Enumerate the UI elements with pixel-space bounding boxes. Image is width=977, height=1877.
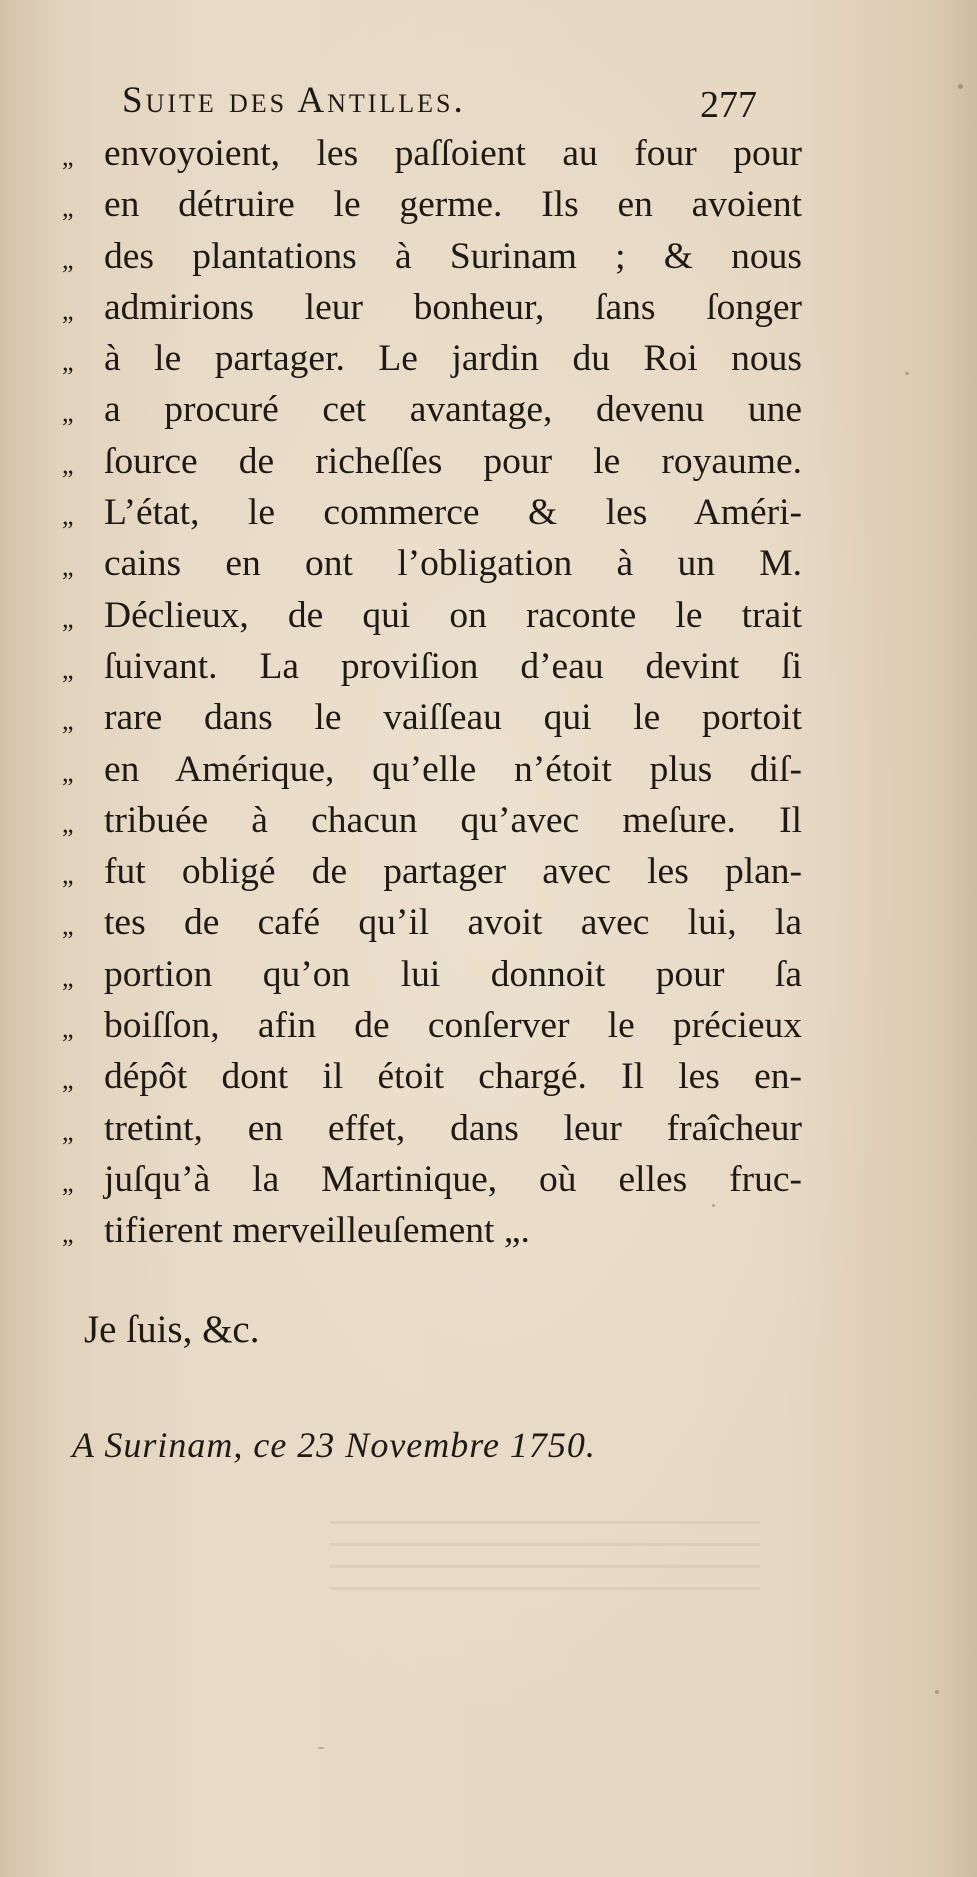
text-line — [62, 436, 802, 487]
quotation-mark: „ — [62, 501, 74, 531]
paper-speck — [935, 1690, 939, 1694]
line-text: tifierent merveilleuſement „. — [104, 1210, 530, 1252]
text-line — [62, 384, 802, 435]
bleed-through-text — [330, 1520, 760, 1590]
quotation-mark: „ — [62, 449, 74, 479]
running-title: Suite des Antilles. — [122, 80, 466, 121]
quotation-mark: „ — [62, 1116, 74, 1146]
paper-speck — [905, 372, 909, 375]
text-line — [62, 333, 802, 384]
quotation-mark: „ — [62, 142, 74, 171]
quotation-mark: „ — [62, 1065, 74, 1095]
line-text: tes de café qu’il avoit avec lui, la — [104, 902, 802, 944]
quotation-mark: „ — [62, 757, 74, 787]
line-text: ſource de richeſſes pour le royaume. — [104, 440, 802, 482]
text-line — [62, 128, 802, 179]
page-number: 277 — [700, 84, 757, 126]
line-text: en Amérique, qu’elle n’étoit plus diſ- — [104, 748, 802, 790]
line-text: boiſſon, afin de conſerver le précieux — [104, 1005, 802, 1047]
line-text: dépôt dont il étoit chargé. Il les en- — [104, 1056, 802, 1098]
text-line — [62, 1051, 802, 1102]
paper-speck — [318, 1747, 324, 1749]
text-line — [62, 641, 802, 692]
text-line — [62, 1000, 802, 1051]
line-text: L’état, le commerce & les Améri- — [104, 492, 802, 534]
quoted-passage — [62, 128, 802, 1257]
line-text: tretint, en effet, dans leur fraîcheur — [104, 1107, 802, 1149]
text-line — [62, 179, 802, 230]
line-text: portion qu’on lui donnoit pour ſa — [104, 953, 802, 995]
text-line — [62, 231, 802, 282]
text-line — [62, 897, 802, 948]
quotation-mark: „ — [62, 808, 74, 838]
line-text: fut obligé de partager avec les plan- — [104, 851, 802, 893]
quotation-mark: „ — [62, 706, 74, 736]
quotation-mark: „ — [62, 962, 74, 992]
text-line — [62, 1103, 802, 1154]
text-line — [62, 744, 802, 795]
line-text: admirions leur bonheur, ſans ſonger — [104, 286, 802, 328]
dateline: A Surinam, ce 23 Novembre 1750. — [72, 1425, 596, 1465]
text-line — [62, 590, 802, 641]
quotation-mark: „ — [62, 603, 74, 633]
line-text: à le partager. Le jardin du Roi nous — [104, 338, 802, 380]
paper-speck — [958, 84, 963, 89]
line-text: juſqu’à la Martinique, où elles fruc- — [104, 1158, 802, 1200]
text-line — [62, 1205, 802, 1256]
line-text: en détruire le germe. Ils en avoient — [104, 184, 802, 226]
text-line — [62, 487, 802, 538]
quotation-mark: „ — [62, 1167, 74, 1197]
line-text: rare dans le vaiſſeau qui le portoit — [104, 697, 802, 739]
quotation-mark: „ — [62, 398, 74, 428]
quotation-mark: „ — [62, 1219, 74, 1249]
quotation-mark: „ — [62, 552, 74, 582]
text-line — [62, 538, 802, 589]
line-text: des plantations à Surinam ; & nous — [104, 235, 802, 277]
quotation-mark: „ — [62, 295, 74, 325]
text-line — [62, 282, 802, 333]
text-line — [62, 949, 802, 1000]
text-line — [62, 795, 802, 846]
quotation-mark: „ — [62, 911, 74, 941]
line-text: a procuré cet avantage, devenu une — [104, 389, 802, 431]
line-text: Déclieux, de qui on raconte le trait — [104, 594, 802, 636]
quotation-mark: „ — [62, 244, 74, 274]
closing-salutation: Je ſuis, &c. — [84, 1308, 260, 1351]
quotation-mark: „ — [62, 193, 74, 223]
quotation-mark: „ — [62, 654, 74, 684]
text-line — [62, 1154, 802, 1205]
line-text: ſuivant. La proviſion d’eau devint ſi — [104, 645, 802, 687]
line-text: cains en ont l’obligation à un M. — [104, 543, 802, 585]
text-line — [62, 692, 802, 743]
line-text: tribuée à chacun qu’avec meſure. Il — [104, 799, 802, 841]
quotation-mark: „ — [62, 1014, 74, 1044]
quotation-mark: „ — [62, 347, 74, 377]
text-line — [62, 846, 802, 897]
quotation-mark: „ — [62, 860, 74, 890]
line-text: envoyoient, les paſſoient au four pour — [104, 133, 802, 174]
running-head — [122, 76, 782, 126]
